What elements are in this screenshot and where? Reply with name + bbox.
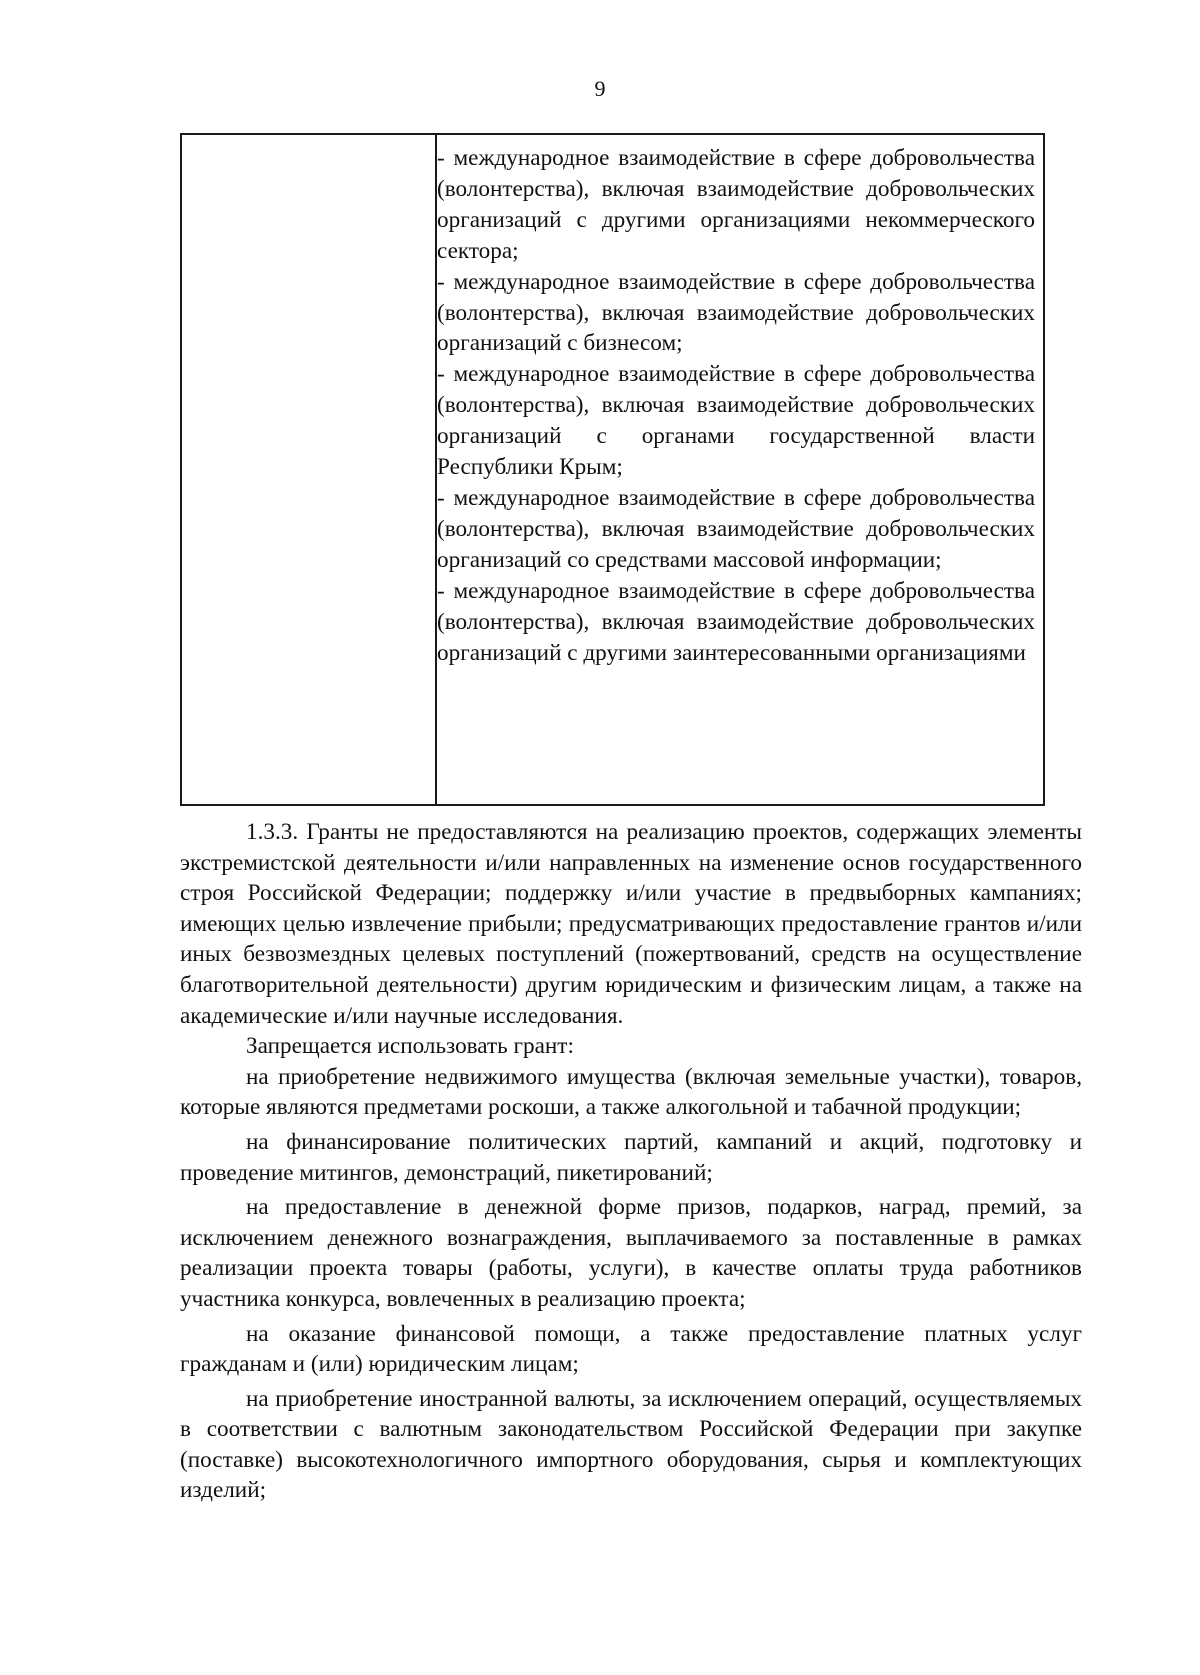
table-right-cell [437, 143, 1035, 668]
paragraph-prizes: на предоставление в денежной форме призов, подарков, наград, премий, за исключением денежного вознаграждения, выплачиваемого за поставленные в рамках реализации проекта товары (работы, услуги), в качестве оплаты труда работников участника конкурса, вовлеченных в реализацию проекта; [180, 1194, 1082, 1312]
table-list-item-text: - международное взаимодействие в сфере добровольчества (волонтерства), включая взаимодействие добровольческих организаций с другими заинтересованными организациями [437, 577, 1035, 666]
paragraph-foreign-currency: на приобретение иностранной валюты, за исключением операций, осуществляемых в соответствии с валютным законодательством Российской Федерации при закупке (поставке) высокотехнологичного импортного оборудования, сырья и комплектующих изделий; [180, 1385, 1082, 1504]
table-list-item [437, 576, 1035, 669]
paragraph-real-estate: на приобретение недвижимого имущества (включая земельные участки), товаров, которые являются предметами роскоши, а также алкогольной и табачной продукции; [180, 1063, 1082, 1121]
page-number: 9 [594, 76, 606, 101]
table-list-item [437, 267, 1035, 360]
table-left-cell [182, 135, 437, 804]
paragraph-political: на финансирование политических партий, кампаний и акций, подготовку и проведение митингов, демонстраций, пикетирований; [180, 1128, 1082, 1186]
table-list-item [437, 483, 1035, 576]
table-list-item-text: - международное взаимодействие в сфере добровольчества (волонтерства), включая взаимодействие добровольческих организаций с другими организациями некоммерческого сектора; [437, 145, 1035, 264]
directions-table [180, 133, 1045, 806]
paragraph-1-3-3: 1.3.3. Гранты не предоставляются на реализацию проектов, содержащих элементы экстремистской деятельности и/или направленных на изменение основ государственного строя Российской Федерации; поддержку и/или участие в предвыборных кампаниях; имеющих целью извлечение прибыли; предусматривающих предоставление грантов и/или иных безвозмездных целевых поступлений (пожертвований, средств на осуществление благотворительной деятельности) другим юридическим и физическим лицам, а также на академические и/или научные исследования. [180, 819, 1082, 1029]
paragraph-prohibition-intro: Запрещается использовать грант: [246, 1033, 574, 1060]
table-list-item [437, 359, 1035, 483]
table-list-item-text: - международное взаимодействие в сфере добровольчества (волонтерства), включая взаимодействие добровольческих организаций со средствами массовой информации; [437, 484, 1035, 573]
paragraph-financial-aid: на оказание финансовой помощи, а также предоставление платных услуг гражданам и (или) юридическим лицам; [180, 1320, 1082, 1378]
table-list-item [437, 143, 1035, 267]
table-list-item-text: - международное взаимодействие в сфере добровольчества (волонтерства), включая взаимодействие добровольческих организаций с бизнесом; [437, 268, 1035, 357]
table-list-item-text: - международное взаимодействие в сфере добровольчества (волонтерства), включая взаимодействие добровольческих организаций с органами государственной власти Республики Крым; [437, 361, 1035, 481]
document-body [180, 817, 1082, 1506]
